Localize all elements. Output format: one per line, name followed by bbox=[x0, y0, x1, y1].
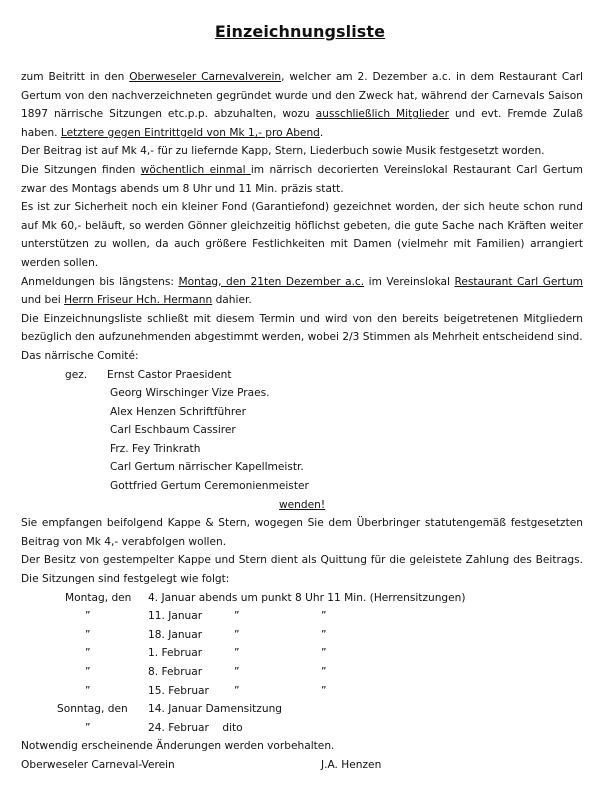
ditto-mark: ” bbox=[321, 647, 327, 660]
gez-label: gez. bbox=[65, 368, 88, 381]
schedule-row bbox=[21, 719, 583, 738]
paragraph-sitzungen bbox=[21, 161, 583, 198]
comite-row bbox=[21, 421, 583, 440]
comite-row bbox=[21, 440, 583, 459]
ditto-mark: ” bbox=[85, 721, 91, 734]
ditto-mark: ” bbox=[321, 666, 327, 678]
footer-signer: J.A. Henzen bbox=[321, 758, 382, 771]
comite-member: Carl Gertum närrischer Kapellmeistr. bbox=[110, 461, 304, 474]
ditto-mark: ” bbox=[234, 610, 240, 623]
text-run: im närrisch decorierten Vereinslokal Restaurant Carl Gertum zwar des Montags abends um 8 Uhr und 11 Min. präzis statt. bbox=[21, 163, 583, 195]
ditto-mark: ” bbox=[234, 647, 240, 660]
footer-verein: Oberweseler Carneval-Verein bbox=[21, 758, 175, 771]
comite-member: Gottfried Gertum Ceremonienmeister bbox=[110, 480, 309, 493]
ditto-mark: ” bbox=[321, 684, 327, 697]
ditto-mark: ” bbox=[85, 647, 91, 660]
paragraph-kappe: Sie empfangen beifolgend Kappe & Stern, wogegen Sie dem Überbringer statutengemäß festgesetzten Beitrag von Mk 4,- verabfolgen wollen. bbox=[21, 517, 583, 548]
ditto-mark: ” bbox=[234, 628, 240, 641]
text-run: Die Sitzungen finden bbox=[21, 163, 141, 176]
comite-member: Carl Eschbaum Cassirer bbox=[110, 424, 236, 437]
schedule-day: Montag, den bbox=[65, 591, 132, 604]
wenden-row bbox=[21, 496, 583, 515]
lokal-text: Restaurant Carl Gertum bbox=[454, 275, 583, 288]
paragraph-beitrag: Der Beitrag ist auf Mk 4,- für zu liefernde Kapp, Stern, Liederbuch sowie Musik festgesetzt worden. bbox=[21, 145, 545, 158]
friseur-text: Herrn Friseur Hch. Hermann bbox=[64, 294, 213, 307]
schedule-date: 14. Januar Damensitzung bbox=[148, 703, 283, 716]
text-run: , welcher am 2. Dezember a.c. in dem Restaurant Carl Gertum von den nachverzeichneten gegründet wurde und den Zweck hat, während der Carnevals Saison 1897 närrische Sitzungen etc.p.p. abzuhalten, wozu bbox=[21, 71, 584, 121]
schedule-date: 8. Februar bbox=[148, 666, 203, 678]
text-run: Anmeldungen bis längstens: bbox=[21, 275, 179, 288]
comite-member: Frz. Fey Trinkrath bbox=[110, 442, 201, 455]
schedule-row bbox=[21, 644, 583, 663]
comite-member: Ernst Castor Praesident bbox=[107, 368, 232, 381]
comite-row bbox=[21, 403, 583, 422]
ditto-mark: ” bbox=[321, 628, 327, 641]
paragraph-intro bbox=[21, 68, 583, 142]
schedule-date: 15. Februar bbox=[148, 684, 209, 697]
ditto-mark: ” bbox=[85, 684, 91, 697]
text-run: . bbox=[319, 126, 324, 139]
document-body bbox=[21, 68, 583, 775]
text-run: und bei bbox=[21, 294, 65, 307]
ditto-mark: ” bbox=[234, 684, 240, 697]
schedule-day: Sonntag, den bbox=[57, 703, 128, 716]
document-title: Einzeichnungsliste bbox=[214, 22, 386, 41]
ditto-mark: ” bbox=[234, 666, 240, 678]
comite-label: Das närrische Comité: bbox=[21, 349, 139, 362]
schedule-row bbox=[21, 663, 583, 682]
paragraph-besitz: Der Besitz von gestempelter Kappe und Stern dient als Quittung für die geleistete Zahlung des Beitrags. Die Sitzungen sind festgelegt wie folgt: bbox=[21, 554, 583, 586]
schedule-row bbox=[21, 700, 583, 719]
schedule-row bbox=[21, 682, 583, 701]
footer-row bbox=[21, 756, 583, 775]
eintritt-text: Letztere gegen Eintrittgeld von Mk 1,- pro Abend bbox=[60, 126, 320, 139]
schedule-row bbox=[21, 589, 583, 608]
schedule-date: 11. Januar bbox=[148, 610, 203, 623]
paragraph-aenderungen: Notwendig erscheinende Änderungen werden vorbehalten. bbox=[21, 740, 335, 753]
wenden-text: wenden! bbox=[279, 498, 326, 511]
text-run: und evt. Fremde Zulaß haben. bbox=[21, 108, 583, 139]
deadline-text: Montag, den 21ten Dezember a.c. bbox=[178, 275, 365, 288]
schedule-row bbox=[21, 607, 583, 626]
text-run: zum Beitritt in den bbox=[21, 71, 130, 83]
schedule-date: 24. Februar dito bbox=[148, 721, 243, 734]
comite-member: Alex Henzen Schriftführer bbox=[110, 405, 246, 418]
paragraph-liste: Die Einzeichnungsliste schließt mit diesem Termin und wird von den bereits beigetretenen Mitgliedern bezüglich den aufzunehmenden abgestimmt werden, wobei 2/3 Stimmen als Mehrheit entscheidend sind. bbox=[21, 312, 583, 344]
text-run: dahier. bbox=[212, 294, 252, 307]
ditto-mark: ” bbox=[85, 628, 91, 641]
comite-row bbox=[21, 366, 583, 385]
schedule-row bbox=[21, 626, 583, 645]
comite-member: Georg Wirschinger Vize Praes. bbox=[110, 387, 270, 400]
comite-row bbox=[21, 458, 583, 477]
ditto-mark: ” bbox=[85, 610, 91, 623]
schedule-date: 18. Januar bbox=[148, 628, 203, 641]
comite-row bbox=[21, 477, 583, 496]
mitglieder-text: ausschließlich Mitglieder bbox=[315, 108, 449, 121]
schedule-date: 4. Januar abends um punkt 8 Uhr 11 Min. (Herrensitzungen) bbox=[148, 591, 466, 604]
woechentlich-text: wöchentlich einmal bbox=[140, 163, 251, 176]
text-run: im Vereinslokal bbox=[364, 275, 455, 288]
schedule-date: 1. Februar bbox=[148, 647, 203, 660]
comite-row bbox=[21, 384, 583, 403]
verein-name: Oberweseler Carnevalverein bbox=[129, 71, 282, 83]
ditto-mark: ” bbox=[85, 666, 91, 678]
ditto-mark: ” bbox=[321, 610, 327, 623]
paragraph-anmeldungen bbox=[21, 273, 583, 310]
paragraph-fond: Es ist zur Sicherheit noch ein kleiner Fond (Garantiefond) gezeichnet worden, der sich heute schon rund auf Mk 60,- beläuft, so werden Gönner gleichzeitig höflichst gebeten, die gute Sache nach Kräften weiter unterstützen zu wollen, da auch größere Festlichkeiten mit Damen (vielmehr mit Familien) arrangiert werden sollen. bbox=[21, 201, 583, 269]
